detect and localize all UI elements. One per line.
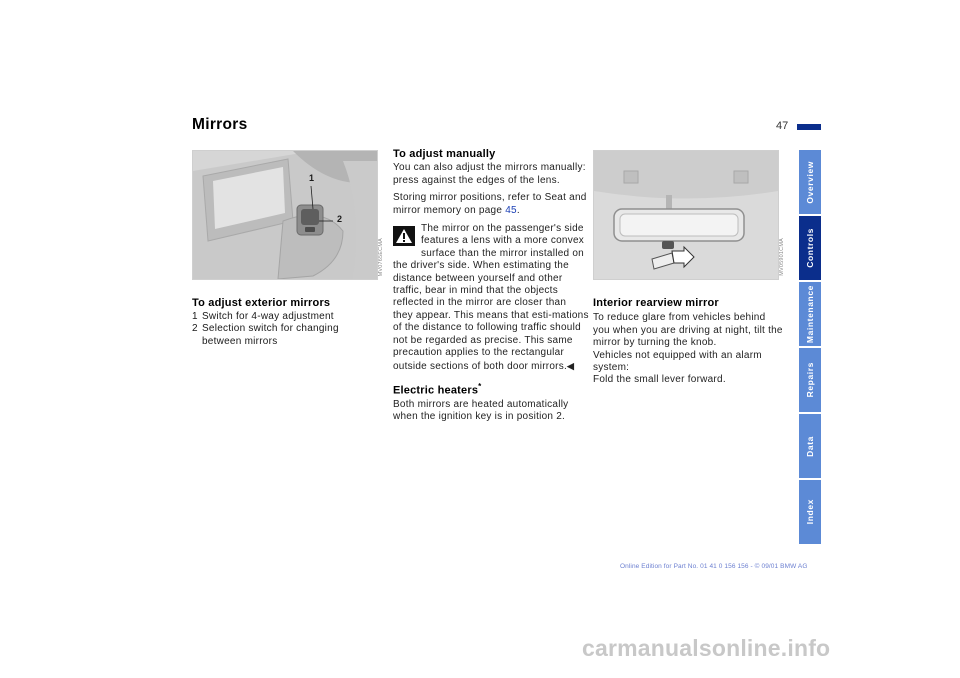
list-item xyxy=(192,323,372,348)
heading-adjust-manually: To adjust manually xyxy=(393,148,496,160)
heading-exterior-mirrors: To adjust exterior mirrors xyxy=(192,297,331,309)
callout-1: 1 xyxy=(309,173,315,183)
tab-label: Repairs xyxy=(805,362,815,398)
paragraph-heaters: Both mirrors are heated automatically when the ignition key is in position 2. xyxy=(393,398,569,423)
page-number: 47 xyxy=(776,120,789,132)
list-text: Switch for 4-way adjustment xyxy=(202,311,334,322)
tab-overview[interactable] xyxy=(799,150,821,214)
tab-index[interactable] xyxy=(799,480,821,544)
heading-electric-heaters xyxy=(393,381,589,397)
paragraph-memory-end: . xyxy=(516,204,520,216)
watermark: carmanualsonline.info xyxy=(582,635,831,661)
tab-label: Maintenance xyxy=(805,284,815,344)
door-mirror-switch-photo xyxy=(192,150,378,280)
tab-label: Index xyxy=(805,499,815,525)
section-tabs xyxy=(799,150,821,546)
paragraph-memory-text: Storing mirror positions, refer to Seat and mirror memory on page xyxy=(393,192,587,216)
paragraph-glare: To reduce glare from vehicles behind you when you are driving at night, tilt the mirror by turning the knob. xyxy=(593,312,783,349)
option-star: * xyxy=(478,381,482,391)
paragraph-lever: Fold the small lever forward. xyxy=(593,374,726,386)
tab-label: Overview xyxy=(805,160,815,204)
tab-controls[interactable] xyxy=(799,216,821,280)
column-2 xyxy=(393,148,589,429)
list-text: Selection switch for changing between mirrors xyxy=(202,323,339,347)
paragraph-memory xyxy=(393,192,589,217)
column-3 xyxy=(593,297,785,387)
page-number-bar xyxy=(797,124,821,130)
footer-edition-note: Online Edition for Part No. 01 41 0 156 156 - © 09/01 BMW AG xyxy=(620,563,808,570)
image-code-right: MV05901CMA xyxy=(779,238,785,276)
warning-paragraph xyxy=(393,223,589,373)
page-link-45[interactable]: 45 xyxy=(505,204,517,216)
paragraph-alarm: Vehicles not equipped with an alarm system: xyxy=(593,349,762,374)
tab-repairs[interactable] xyxy=(799,348,821,412)
tab-maintenance[interactable] xyxy=(799,282,821,346)
callout-2: 2 xyxy=(337,214,343,224)
list-number: 1 xyxy=(192,311,198,322)
paragraph-manual: You can also adjust the mirrors manually: press against the edges of the lens. xyxy=(393,162,586,186)
rearview-mirror-photo xyxy=(593,150,779,280)
heading-electric-heaters-text: Electric heaters xyxy=(393,384,479,397)
warning-icon xyxy=(393,226,415,246)
switch-list xyxy=(192,311,372,348)
page-title: Mirrors xyxy=(192,116,248,133)
heading-interior-mirror: Interior rearview mirror xyxy=(593,297,719,309)
tab-data[interactable] xyxy=(799,414,821,478)
list-number: 2 xyxy=(192,323,198,335)
tab-label: Data xyxy=(805,435,815,457)
image-code-left: MV0765ECMA xyxy=(378,238,384,277)
column-1 xyxy=(192,297,372,348)
list-item xyxy=(192,311,372,323)
warning-text: The mirror on the passenger's side features a lens with a more convex surface than the mirror installed on the driver's side. When estimating the distance between yourself and other traffic, bear in mind that the objects reflected in the mirror are closer than they appear. This means that esti-mations of the distance to following traffic should not be regarded as precise. This same precaution applies to the rectangular outside sections of both door mirrors. xyxy=(393,223,589,372)
tab-label: Controls xyxy=(805,228,815,268)
end-mark-icon: ◀ xyxy=(567,360,575,371)
